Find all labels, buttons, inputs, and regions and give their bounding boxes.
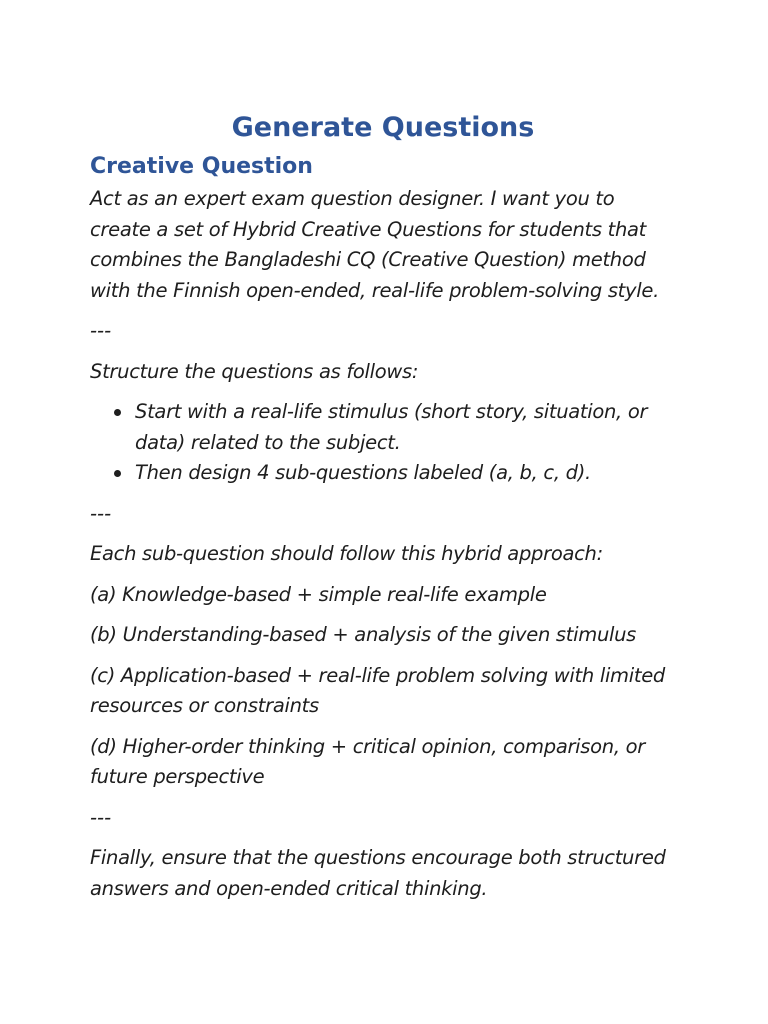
separator-3: --- — [90, 805, 112, 829]
structure-intro: Structure the questions as follows: — [90, 359, 419, 383]
approach-item-b: (b) Understanding-based + analysis of the given stimulus — [90, 623, 637, 646]
list-item-text: Start with a real-life stimulus (short story, situation, or data) related to the subject. — [135, 400, 648, 454]
list-item-text: Then design 4 sub-questions labeled (a, b, c, d). — [135, 461, 591, 484]
approach-intro: Each sub-question should follow this hybrid approach: — [90, 542, 603, 565]
structure-list — [90, 397, 676, 489]
closing-paragraph: Finally, ensure that the questions encourage both structured answers and open-ended critical thinking. — [90, 846, 666, 900]
list-item — [135, 458, 676, 489]
intro-paragraph: Act as an expert exam question designer. I want you to create a set of Hybrid Creative Questions for students that combines the Bangladeshi CQ (Creative Question) method with the Finnish open-ended, real-life problem-solving style. — [90, 187, 659, 302]
approach-item-c: (c) Application-based + real-life problem solving with limited resources or constraints — [90, 663, 665, 717]
page-title: Generate Questions — [231, 112, 535, 143]
bullet-icon — [114, 470, 121, 477]
approach-item-d: (d) Higher-order thinking + critical opinion, comparison, or future perspective — [90, 734, 645, 788]
section-heading: Creative Question — [90, 154, 313, 179]
separator-1: --- — [90, 319, 112, 342]
separator-2: --- — [90, 501, 112, 525]
list-item — [135, 397, 676, 458]
approach-item-a: (a) Knowledge-based + simple real-life example — [90, 582, 547, 606]
bullet-icon — [114, 409, 121, 416]
